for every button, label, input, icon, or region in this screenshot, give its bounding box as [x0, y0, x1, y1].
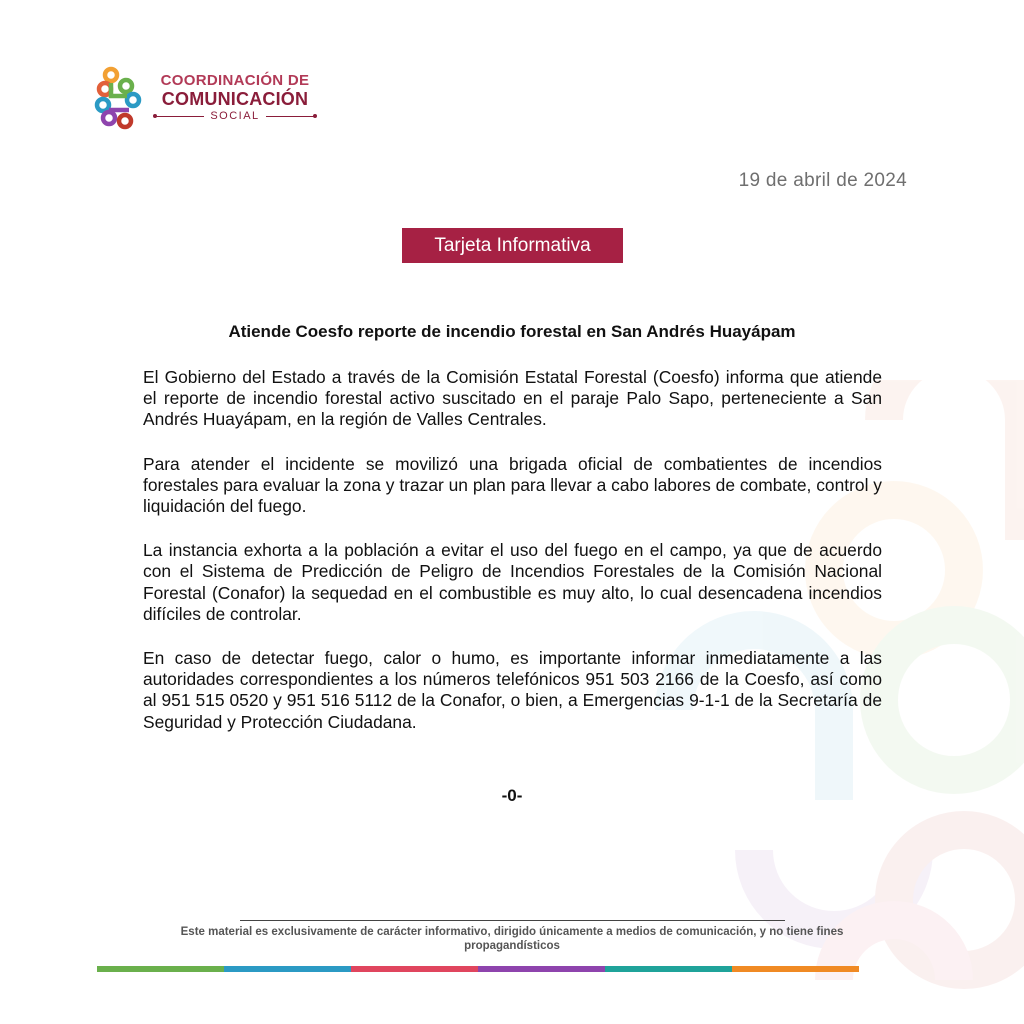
color-segment [478, 966, 605, 972]
article-headline: Atiende Coesfo reporte de incendio forestal en San Andrés Huayápam [228, 322, 796, 341]
disclaimer-line-1: Este material es exclusivamente de carácter informativo, dirigido únicamente a medios de comunicación, y no tiene fines [180, 926, 844, 938]
end-mark: -0- [501, 786, 523, 805]
color-segment [605, 966, 732, 972]
disclaimer-line-2: propagandísticos [464, 940, 560, 952]
article-paragraph: Para atender el incidente se movilizó una brigada oficial de combatientes de incendios forestales para evaluar la zona y trazar un plan para llevar a cabo labores de combate, control y liquidación del fuego. [143, 453, 882, 517]
logo-line-2: COMUNICACIÓN [161, 89, 309, 109]
organization-logo [94, 66, 324, 130]
document-type-badge: Tarjeta Informativa [402, 228, 623, 263]
article-paragraph: El Gobierno del Estado a través de la Comisión Estatal Forestal (Coesfo) informa que atiende el reporte de incendio forestal activo suscitado en el paraje Palo Sapo, perteneciente a San Andrés Huayápam, en la región de Valles Centrales. [143, 367, 882, 430]
divider [156, 116, 204, 117]
color-segment [732, 966, 859, 972]
article-paragraph: En caso de detectar fuego, calor o humo, es importante informar inmediatamente a las autoridades correspondientes a los números telefónicos 951 503 2166 de la Coesfo, así como al 951 515 0520 y 951 516 5112 de la Conafor, o bien, a Emergencias 9-1-1 de la Secretaría de Seguridad y Protección Ciudadana. [143, 648, 882, 732]
logo-line-3 [150, 109, 320, 123]
knot-logo-icon [94, 66, 144, 130]
logo-line-3-text: SOCIAL [210, 110, 260, 122]
document-date: 19 de abril de 2024 [738, 170, 907, 191]
color-segment [97, 966, 224, 972]
article-paragraph: La instancia exhorta a la población a evitar el uso del fuego en el campo, ya que de acuerdo con el Sistema de Predicción de Peligro de Incendios Forestales de la Comisión Nacional Forestal (Conafor) la sequedad en el combustible es muy alto, lo cual desencadena incendios difíciles de controlar. [143, 540, 882, 624]
color-segment [351, 966, 478, 972]
color-segment [224, 966, 351, 972]
footer-divider [240, 920, 785, 921]
divider [266, 116, 314, 117]
article-body [143, 367, 882, 756]
footer-color-bar [97, 966, 859, 972]
logo-line-1: COORDINACIÓN DE [160, 72, 310, 89]
footer-disclaimer [140, 925, 884, 953]
logo-wordmark [150, 72, 320, 123]
